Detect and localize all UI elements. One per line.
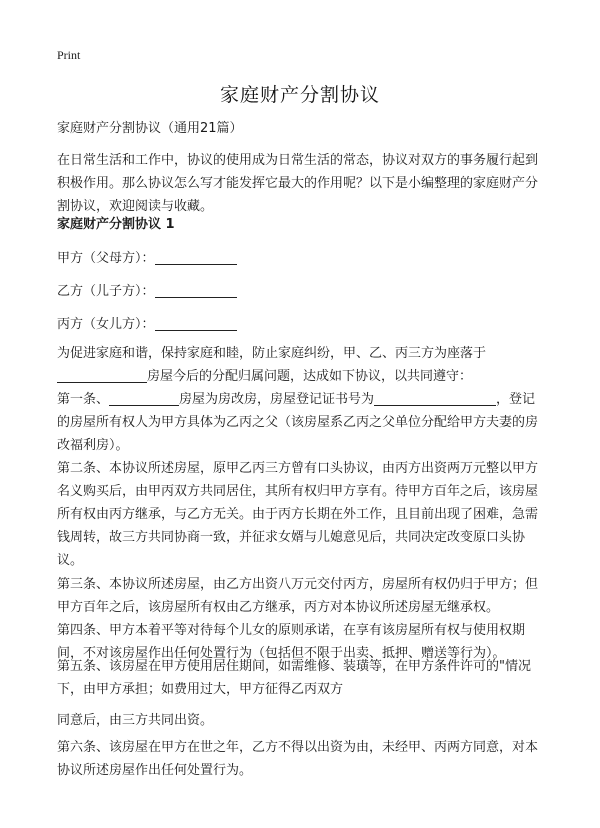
preamble-text-2: 房屋今后的分配归属问题，达成如下协议，以共同遵守： [147,369,473,384]
preamble-paragraph [57,342,547,388]
certificate-number-blank [374,391,496,406]
article-6: 第六条、该房屋在甲方在世之年，乙方不得以出资为由，未经甲、丙两方同意，对本协议所述房屋作出任何处置行为。 [57,740,539,778]
article-1 [57,388,547,457]
party-b-line [57,280,547,303]
document-subtitle: 家庭财产分割协议（通用21篇） [57,121,243,136]
article-5-continued: 同意后，由三方共同出资。 [57,713,214,728]
property-blank [109,391,179,406]
article-2: 第二条、本协议所述房屋，原甲乙丙三方曾有口头协议，由丙方出资两万元整以甲方名义购买后，由甲丙双方共同居住，其所有权归甲方享有。待甲方百年之后，该房屋所有权由丙方继承，与乙方无关。由于丙方长期在外工作，且目前出现了困难，急需钱周转，故三方共同协商一致，并征求女婿与儿媳意见后，共同决定改变原口头协议。 [57,461,539,568]
article-4: 第四条、甲方本着平等对待每个儿女的原则承诺，在享有该房屋所有权与使用权期间，不对该房屋作出任何处置行为（包括但不限于出卖、抵押、赠送等行为）。 [57,623,526,661]
section-heading: 家庭财产分割协议 1 [57,217,175,232]
party-c-line [57,313,547,336]
article-1-text-2: ，登记的房屋所有权人为甲方具体为乙丙之父（该房屋系乙丙之父单位分配给甲方夫妻的房改福利房）。 [57,392,539,453]
article-1-text: 房屋为房改房，房屋登记证书号为 [179,392,375,407]
party-b-blank [155,283,237,298]
party-a-blank [155,250,237,265]
article-1-label: 第一条、 [57,392,110,407]
article-3: 第三条、本协议所述房屋，由乙方出资八万元交付丙方，房屋所有权仍归于甲方；但甲方百年之后，该房屋所有权由乙方继承，丙方对本协议所述房屋无继承权。 [57,577,539,615]
party-a-label: 甲方（父母方）： [57,251,155,266]
print-link[interactable]: Print [57,48,81,62]
preamble-text-1: 为促进家庭和谐，保持家庭和睦，防止家庭纠纷，甲、乙、丙三方为座落于 [57,346,487,361]
article-5: 第五条、该房屋在甲方使用居住期间，如需维修、装璜等，在甲方条件许可的"情况下，由甲方承担；如费用过大，甲方征得乙丙双方 [57,659,531,697]
intro-paragraph: 在日常生活和工作中，协议的使用成为日常生活的常态，协议对双方的事务履行起到积极作用。那么协议怎么写才能发挥它最大的作用呢？以下是小编整理的家庭财产分割协议，欢迎阅读与收藏。 [57,153,539,214]
party-c-blank [155,316,237,331]
party-a-line [57,247,547,270]
document-title: 家庭财产分割协议 [219,84,380,106]
party-b-label: 乙方（儿子方）： [57,284,155,299]
party-c-label: 丙方（女儿方）： [57,317,155,332]
address-blank [57,368,147,383]
